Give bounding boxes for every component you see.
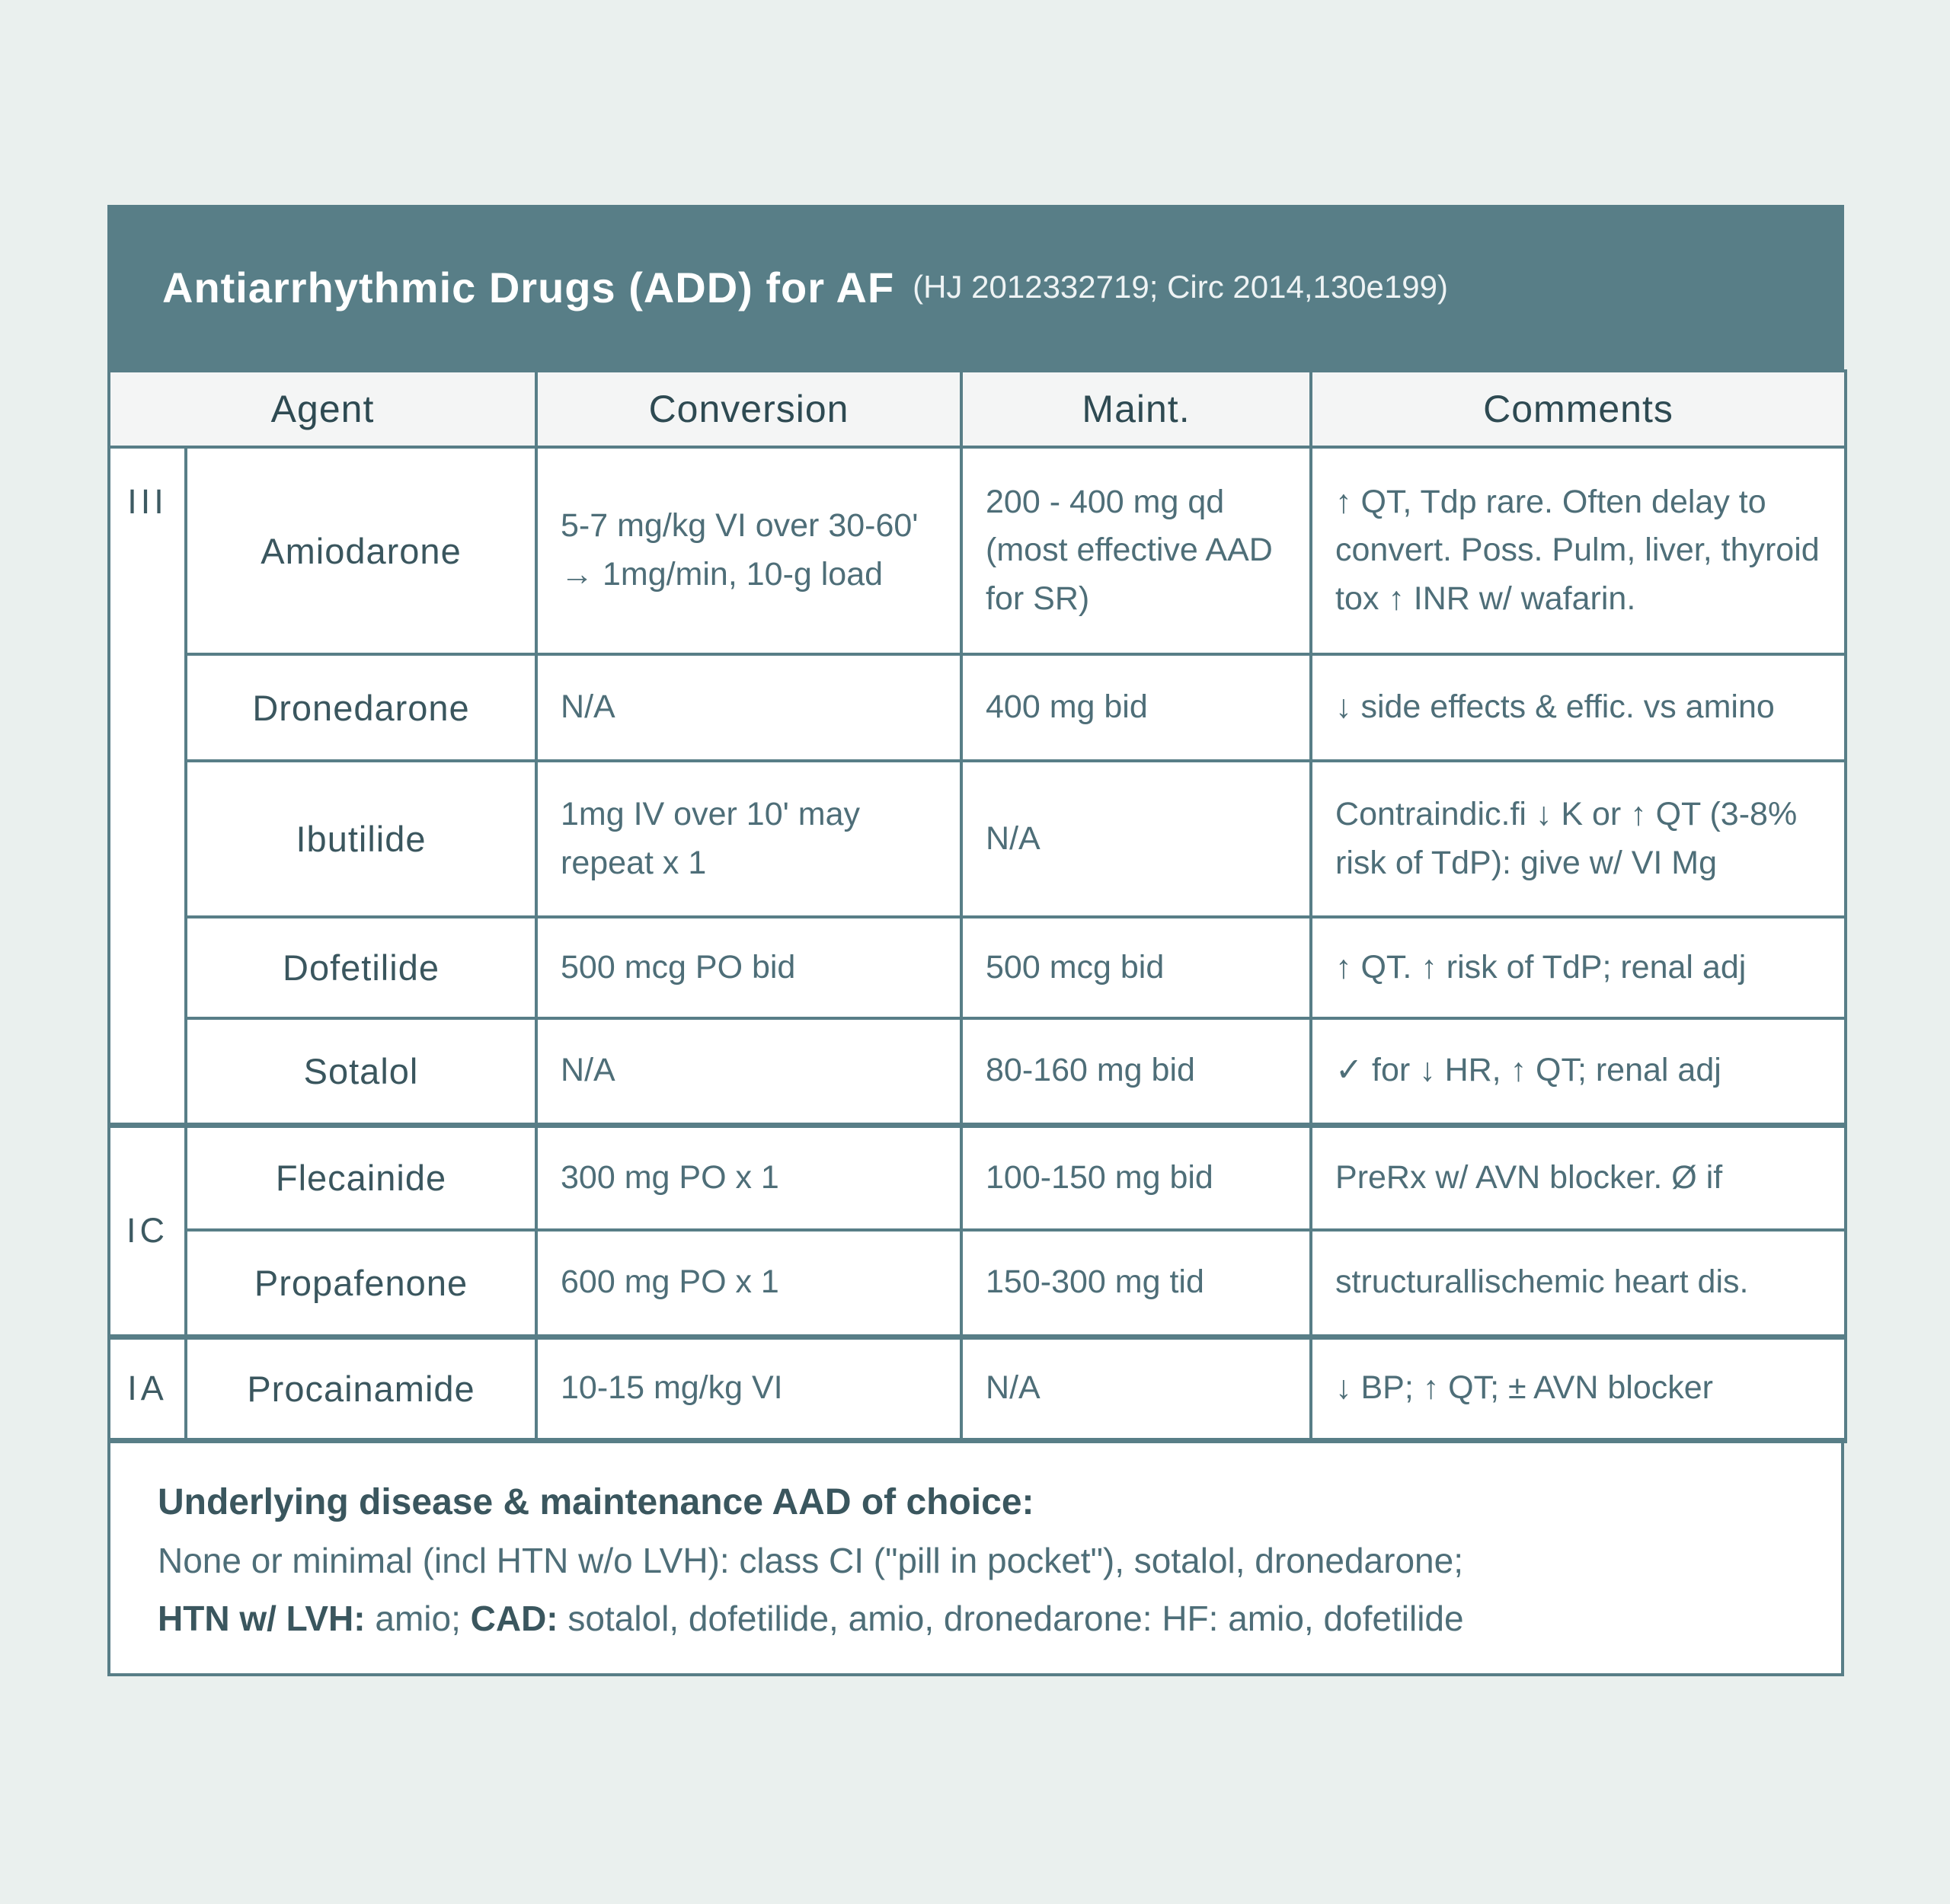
column-header-agent: Agent bbox=[109, 371, 536, 447]
footnote bbox=[107, 1443, 1844, 1676]
comments-cell: Contraindic.fi ↓ K or ↑ QT (3-8% risk of TdP): give w/ VI Mg bbox=[1311, 761, 1846, 917]
agent-name-cell: Procainamide bbox=[186, 1337, 536, 1440]
agent-name-cell: Flecainide bbox=[186, 1125, 536, 1230]
footnote-htn-lvh-text: amio; bbox=[365, 1598, 471, 1638]
comments-cell: ↑ QT. ↑ risk of TdP; renal adj bbox=[1311, 917, 1846, 1018]
maint-cell: 100-150 mg bid bbox=[961, 1125, 1311, 1230]
reference-card bbox=[107, 205, 1844, 1676]
table-row bbox=[109, 1230, 1846, 1337]
maint-cell: 80-160 mg bid bbox=[961, 1018, 1311, 1125]
comments-cell: PreRx w/ AVN blocker. Ø if bbox=[1311, 1125, 1846, 1230]
footnote-htn-lvh-label: HTN w/ LVH: bbox=[158, 1598, 366, 1638]
footnote-cad-label: CAD: bbox=[470, 1598, 558, 1638]
conversion-cell: N/A bbox=[536, 654, 961, 761]
comments-cell: ↓ side effects & effic. vs amino bbox=[1311, 654, 1846, 761]
comments-cell: ↓ BP; ↑ QT; ± AVN blocker bbox=[1311, 1337, 1846, 1440]
footnote-cad-text: sotalol, dofetilide, amio, dronedarone: HF: amio, dofetilide bbox=[558, 1598, 1464, 1638]
table-row bbox=[109, 761, 1846, 917]
card-citation: (HJ 2012332719; Circ 2014,130e199) bbox=[913, 269, 1448, 305]
class-label-ic: IC bbox=[109, 1125, 186, 1337]
maint-cell: N/A bbox=[961, 761, 1311, 917]
table-row bbox=[109, 917, 1846, 1018]
comments-cell: ✓ for ↓ HR, ↑ QT; renal adj bbox=[1311, 1018, 1846, 1125]
table-header-row bbox=[109, 371, 1846, 447]
footnote-line-2: None or minimal (incl HTN w/o LVH): class CI ("pill in pocket"), sotalol, dronedarone; bbox=[158, 1540, 1463, 1580]
conversion-cell: 600 mg PO x 1 bbox=[536, 1230, 961, 1337]
comments-cell: ↑ QT, Tdp rare. Often delay to convert. Poss. Pulm, liver, thyroid tox ↑ INR w/ wafarin. bbox=[1311, 447, 1846, 654]
table-row bbox=[109, 1018, 1846, 1125]
maint-cell: 400 mg bid bbox=[961, 654, 1311, 761]
class-label-iii: III bbox=[109, 447, 186, 1125]
conversion-cell: 1mg IV over 10' may repeat x 1 bbox=[536, 761, 961, 917]
maint-cell: 150-300 mg tid bbox=[961, 1230, 1311, 1337]
agent-name-cell: Dofetilide bbox=[186, 917, 536, 1018]
column-header-conversion: Conversion bbox=[536, 371, 961, 447]
table-row bbox=[109, 1125, 1846, 1230]
maint-cell: N/A bbox=[961, 1337, 1311, 1440]
class-label-ia: IA bbox=[109, 1337, 186, 1440]
table-row bbox=[109, 654, 1846, 761]
antiarrhythmic-drugs-table bbox=[107, 369, 1847, 1443]
agent-name-cell: Dronedarone bbox=[186, 654, 536, 761]
conversion-cell: 500 mcg PO bid bbox=[536, 917, 961, 1018]
card-title: Antiarrhythmic Drugs (ADD) for AF bbox=[162, 263, 895, 311]
maint-cell: 200 - 400 mg qd (most effective AAD for SR) bbox=[961, 447, 1311, 654]
table-row bbox=[109, 1337, 1846, 1440]
agent-name-cell: Sotalol bbox=[186, 1018, 536, 1125]
footnote-line-3 bbox=[158, 1589, 1795, 1647]
comments-cell: structurallischemic heart dis. bbox=[1311, 1230, 1846, 1337]
agent-name-cell: Propafenone bbox=[186, 1230, 536, 1337]
conversion-cell: N/A bbox=[536, 1018, 961, 1125]
agent-name-cell: Amiodarone bbox=[186, 447, 536, 654]
column-header-maint: Maint. bbox=[961, 371, 1311, 447]
maint-cell: 500 mcg bid bbox=[961, 917, 1311, 1018]
agent-name-cell: Ibutilide bbox=[186, 761, 536, 917]
conversion-cell: 5-7 mg/kg VI over 30-60' → 1mg/min, 10-g load bbox=[536, 447, 961, 654]
card-title-bar bbox=[107, 205, 1844, 369]
conversion-cell: 10-15 mg/kg VI bbox=[536, 1337, 961, 1440]
conversion-cell: 300 mg PO x 1 bbox=[536, 1125, 961, 1230]
footnote-heading: Underlying disease & maintenance AAD of choice: bbox=[158, 1481, 1034, 1522]
table-row bbox=[109, 447, 1846, 654]
column-header-comments: Comments bbox=[1311, 371, 1846, 447]
